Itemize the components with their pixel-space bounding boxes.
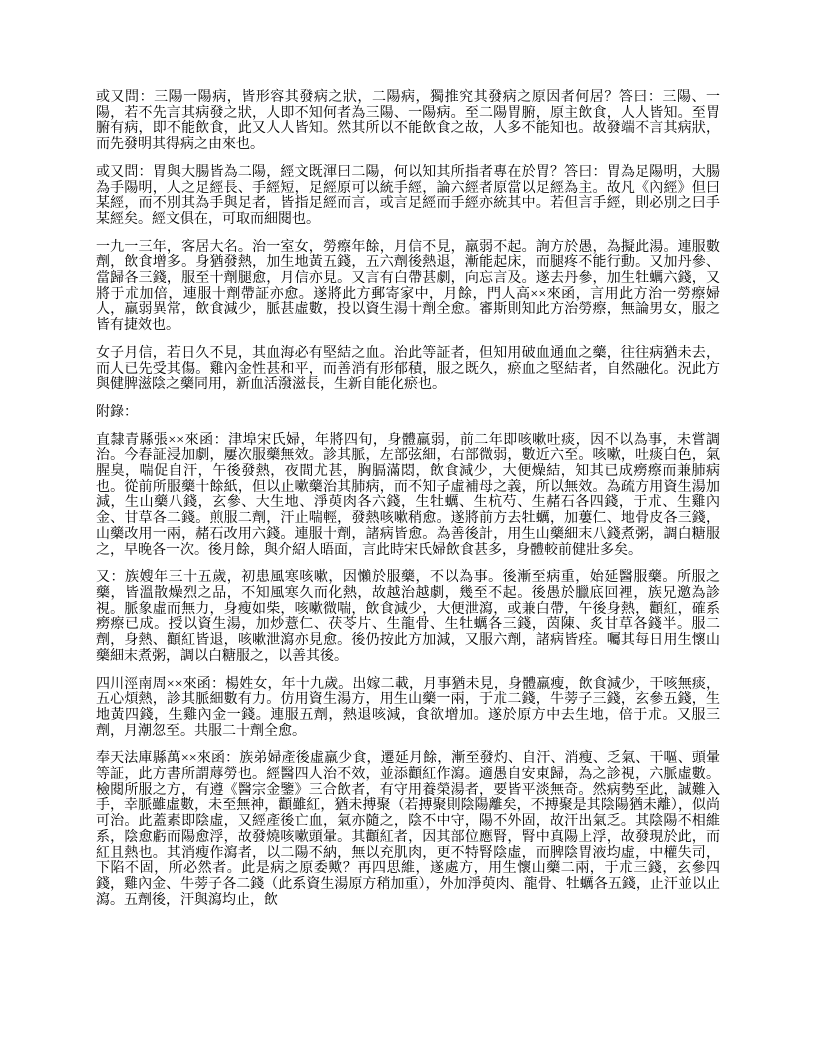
appendix-heading: 附錄： (96, 404, 138, 420)
paragraph-qa-sanyang: 或又問：三陽一陽病，皆形容其發病之狀，二陽病，獨推究其發病之原因者何居？答曰：三陽、一陽，若不先言其病發之狀，人即不知何者為三陽、一陽病。至二陽胃腑，原主飲食，人人皆知。至胃腑有病，即不能飲食，此又人人皆知。然其所以不能飲食之故，人多不能知也。故發端不言其病狀，而先發明其得病之由來也。 (96, 90, 720, 153)
letter-zhang-continuation: 又：族嫂年三十五歲，初患風寒咳嗽，因懶於服藥，不以為事。後漸至病重，始延醫服藥。所服之藥，皆溫散燥烈之品，不知風寒久而化熱，故越治越劇，幾至不起。後愚於臘底回裡，族兄邀為診視。脈象虛而無力，身瘦如柴，咳嗽微喘，飲食減少，大便泄瀉，或兼白帶，午後身熱，顴紅，確系癆瘵已成。授以資生湯，加炒薏仁、茯苓片、生龍骨、生牡蠣各三錢，茵陳、炙甘草各錢半。服二劑，身熱、顴紅皆退，咳嗽泄瀉亦見愈。後仍按此方加減，又服六劑，諸病皆痊。囑其每日用生懷山藥細末煮粥，調以白糖服之，以善其後。 (96, 570, 720, 664)
letter-sichuan-jingnan-zhou: 四川涇南周××來函：楊姓女，年十九歲。出嫁二載，月事猶未見，身體羸瘦，飲食減少，干咳無痰，五心煩熱，診其脈細數有力。仿用資生湯方，用生山藥一兩，于朮二錢，牛蒡子三錢，玄參五錢，生地黃四錢，生雞內金一錢。連服五劑，熱退咳減，食欲增加。遂於原方中去生地，倍于朮。又服三劑，月潮忽至。共服二十劑全愈。 (96, 676, 720, 739)
paragraph-case-1913: 一九一三年，客居大名。治一室女，勞瘵年餘，月信不見，羸弱不起。詢方於愚，為擬此湯。連服數劑，飲食增多。身猶發熱，加生地黃五錢，五六劑後熱退，漸能起床，而腿疼不能行動。又加丹參、當歸各三錢，服至十劑腿愈，月信亦見。又言有白帶甚劇，向忘言及。遂去丹參，加生牡蠣六錢，又將于朮加倍，連服十劑帶証亦愈。遂將此方郵寄家中，月餘，門人高××來函，言用此方治一勞瘵婦人，羸弱異常，飲食減少，脈甚虛數，投以資生湯十劑全愈。審斯則知此方治勞瘵，無論男女，服之皆有捷效也。 (96, 239, 720, 334)
paragraph-menstruation-blood: 女子月信，若日久不見，其血海必有堅結之血。治此等証者，但知用破血通血之藥，往往病猶未去，而人已先受其傷。雞內金性甚和平，而善消有形郁積，服之既久，瘀血之堅結者，自然融化。況此方與健脾滋陰之藥同用，新血活潑滋長，生新自能化瘀也。 (96, 345, 720, 393)
document-body (96, 90, 720, 908)
paragraph-qa-stomach-intestine: 或又問：胃與大腸皆為二陽，經文既渾曰二陽，何以知其所指者專在於胃？答曰：胃為足陽明，大腸為手陽明，人之足經長、手經短，足經原可以統手經，論六經者原當以足經為主。故凡《內經》但曰某經，而不別其為手與足者，皆指足經而言，或言足經而手經亦統其中。若但言手經，則必別之曰手某經矣。經文俱在，可取而細閱也。 (96, 164, 720, 227)
letter-fengtian-faku-wan: 奉天法庫縣萬××來函：族弟婦產後虛羸少食，遷延月餘，漸至發灼、自汗、消瘦、乏氣、干嘔、頭暈等証，此方書所謂蓐勞也。經醫四人治不效，並添顴紅作瀉。適愚自安東歸，為之診視，六脈虛數。檢閱所服之方，有遵《醫宗金鑒》三合飲者，有守用養榮湯者，要皆平淡無奇。然病勢至此，誠難入手，幸脈雖虛數，未至無神，顴雖紅，猶未搏聚（若搏聚則陰陽離矣，不搏聚是其陰陽猶未離），似尚可治。此蓋素即陰虛，又經產後亡血，氣亦隨之，陰不中守，陽不外固，故汗出氣乏。其陰陽不相維系，陰愈虧而陽愈浮，故發燒咳嗽頭暈。其顴紅者，因其部位應腎，腎中真陽上浮，故發現於此，而紅且熱也。其消瘦作瀉者，以二陽不納，無以充肌肉，更不特腎陰虛，而脾陰胃液均虛，中權失司，下陷不固，所必然者。此是病之原委歟？再四思維，遂處方，用生懷山藥二兩，于朮三錢，玄參四錢，雞內金、牛蒡子各二錢（此系資生湯原方稍加重），外加淨萸肉、龍骨、牡蠣各五錢，止汗並以止瀉。五劑後，汗與瀉均止，飲 (96, 751, 720, 908)
letter-zhili-qingxian-zhang: 直隸青縣張××來函：津埠宋氏婦，年將四旬，身體羸弱，前二年即咳嗽吐痰，因不以為事，未嘗調治。今春証浸加劇，屢次服藥無效。診其脈，左部弦細，右部微弱，數近六至。咳嗽，吐痰白色，氣腥臭，喘促自汗，午後發熱，夜間尤甚，胸膈滿悶，飲食減少，大便燥結，知其已成癆瘵而兼肺病也。從前所服藥十餘紙，但以止嗽藥治其肺病，而不知子虛補母之義，所以無效。為疏方用資生湯加減，生山藥八錢，玄參、大生地、淨萸肉各六錢，生牡蠣、生杭芍、生赭石各四錢，于朮、生雞內金、甘草各二錢。煎服二劑，汗止喘輕，發熱咳嗽稍愈。遂將前方去牡蠣，加蔞仁、地骨皮各三錢，山藥改用一兩，赭石改用六錢。連服十劑，諸病皆愈。為善後計，用生山藥細末八錢煮粥，調白糖服之，早晚各一次。後月餘，與介紹人晤面，言此時宋氏婦飲食甚多，身體較前健壯多矣。 (96, 432, 720, 558)
